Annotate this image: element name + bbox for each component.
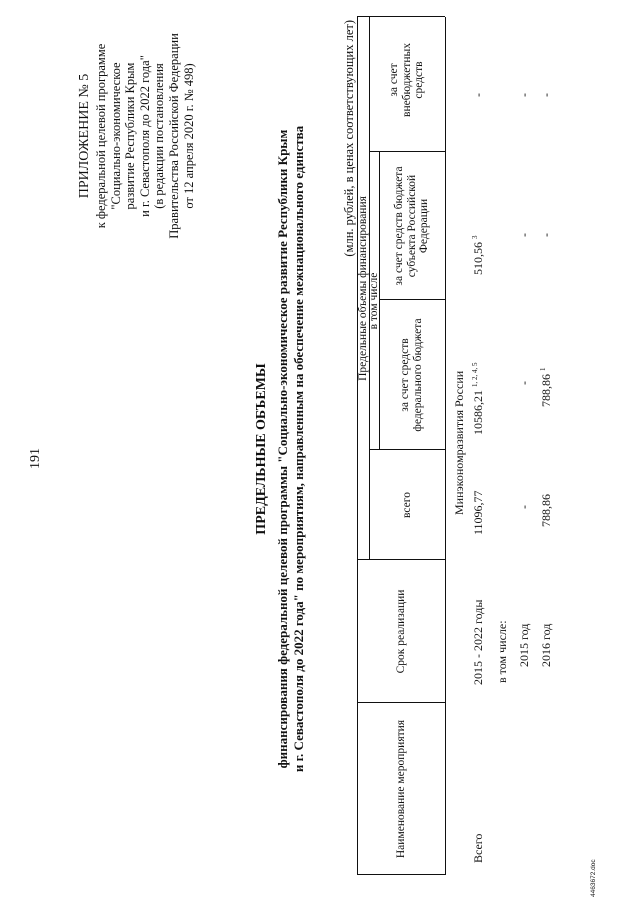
title-heading: ПРЕДЕЛЬНЫЕ ОБЪЕМЫ (254, 363, 269, 535)
appendix-line: и г. Севастополя до 2022 года" (137, 55, 152, 217)
row-period: в том числе: (495, 620, 509, 683)
row-extra: - (471, 93, 485, 97)
row-federal: - (517, 381, 531, 385)
row-regional: 510,56 $^3$ (471, 235, 485, 275)
row-total: 11096,77 (471, 490, 485, 535)
header-total: всего (400, 492, 413, 518)
appendix-line: развитие Республики Крым (123, 62, 138, 210)
row-extra: - (539, 93, 553, 97)
appendix-line: к федеральной целевой программе (94, 43, 108, 229)
row-name: Всего (471, 833, 485, 863)
appendix-line: Правительства Российской Федерации (166, 33, 181, 239)
section-label: Минэкономразвития России (452, 370, 466, 515)
row-extra: - (517, 93, 531, 97)
page-number: 191 (28, 448, 43, 469)
appendix-line: "Социально-экономическое (108, 62, 123, 210)
units-note: (млн. рублей, в ценах соответствующих лет) (342, 20, 356, 257)
row-period: 2015 - 2022 годы (471, 599, 485, 685)
header-regional: за счет средств бюджета субъекта Российской Федерации (392, 166, 431, 286)
row-regional: - (517, 233, 531, 237)
footer-doc-ref: 4463672.doc (590, 859, 597, 897)
row-federal: 788,86 $^1$ (539, 367, 553, 407)
header-limits: Предельные объемы финансирования (356, 196, 369, 381)
row-period: 2016 год (539, 623, 553, 667)
title-line: и г. Севастополя до 2022 года" по мероприятиям, направленным на обеспечение межнационального единства (290, 125, 306, 773)
appendix-number: ПРИЛОЖЕНИЕ № 5 (77, 73, 92, 199)
header-extra: за счет внебюджетных средств (387, 43, 426, 117)
title-line: финансирования федеральной целевой программы "Социально-экономическое развитие Республики Крым (274, 129, 290, 769)
document-title (254, 89, 306, 809)
row-total: 788,86 (539, 494, 553, 527)
appendix-line: (в редакции постановления (152, 63, 167, 209)
appendix-block (76, 7, 196, 265)
row-regional: - (539, 233, 553, 237)
header-period: Срок реализации (394, 589, 407, 674)
row-period: 2015 год (517, 623, 531, 667)
row-federal: 10586,21 $^{1, 2, 4, 5}$ (471, 362, 485, 435)
appendix-line: от 12 апреля 2020 г. № 498) (181, 63, 196, 209)
row-total: - (517, 505, 531, 509)
header-federal: за счет средств федерального бюджета (399, 318, 424, 432)
header-including: в том числе (367, 272, 380, 330)
header-name: Наименование мероприятия (394, 719, 407, 859)
